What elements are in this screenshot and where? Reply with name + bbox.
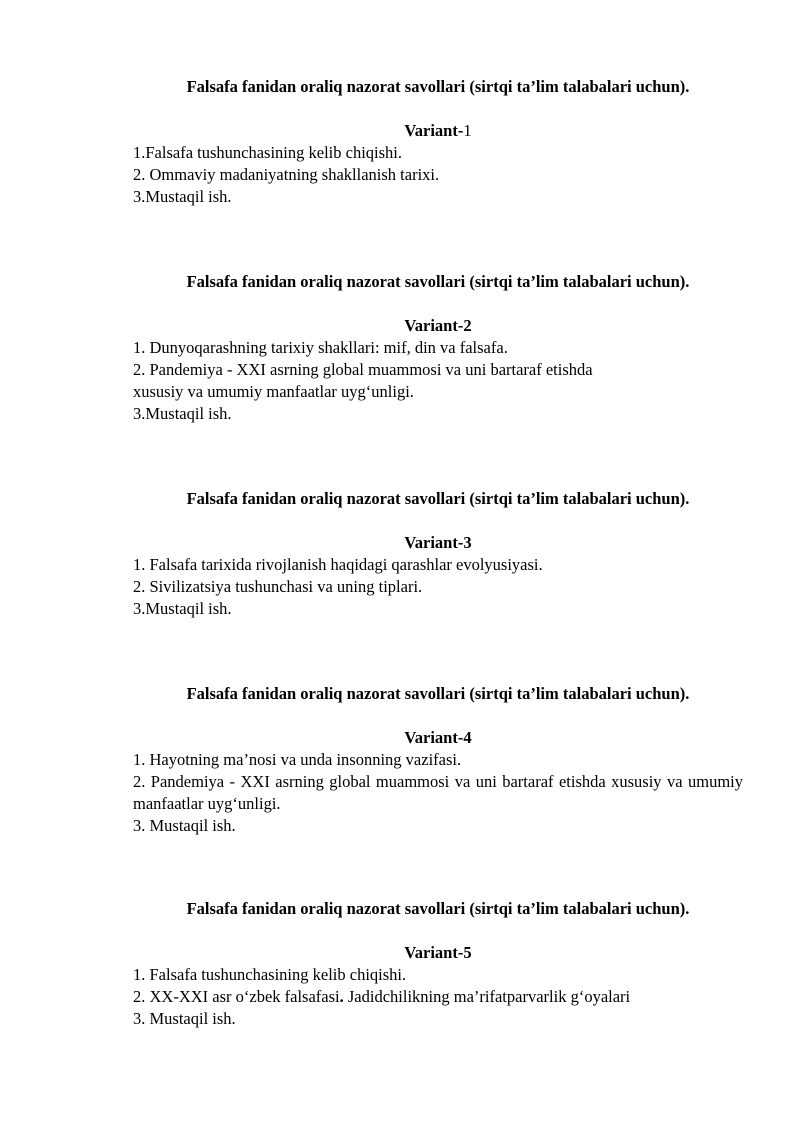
list-item: 2. Ommaviy madaniyatning shakllanish tarixi. <box>133 165 440 184</box>
section-heading: Falsafa fanidan oraliq nazorat savollari (sirtqi ta’lim talabalari uchun). <box>186 77 690 96</box>
list-item: 2. Pandemiya - XXI asrning global muammosi va uni bartaraf etishda xususiy va umumiy manfaatlar uyg‘unligi. <box>133 772 743 813</box>
question-list <box>133 554 743 620</box>
list-item-text-tail: Jadidchilikning ma’rifatparvarlik g‘oyalari <box>343 987 631 1006</box>
variant-title <box>133 120 743 142</box>
section-variant-2 <box>133 272 743 423</box>
variant-label: Variant- <box>404 728 464 747</box>
list-item: 1.Falsafa tushunchasining kelib chiqishi. <box>133 143 403 162</box>
question-list <box>133 749 743 837</box>
list-item: 3.Mustaqil ish. <box>133 187 232 206</box>
section-heading: Falsafa fanidan oraliq nazorat savollari (sirtqi ta’lim talabalari uchun). <box>186 899 690 918</box>
variant-label: Variant- <box>404 533 464 552</box>
section-heading: Falsafa fanidan oraliq nazorat savollari (sirtqi ta’lim talabalari uchun). <box>186 489 690 508</box>
list-item <box>133 986 743 1008</box>
variant-title <box>133 727 743 749</box>
list-item: 1. Dunyoqarashning tarixiy shakllari: mif, din va falsafa. <box>133 338 508 357</box>
variant-title <box>133 315 743 337</box>
variant-label: Variant- <box>404 943 464 962</box>
list-item: 3. Mustaqil ish. <box>133 816 236 835</box>
question-list <box>133 337 743 425</box>
variant-number: 4 <box>463 728 472 747</box>
variant-label: Variant- <box>404 121 464 140</box>
variant-label: Variant- <box>404 316 464 335</box>
list-item-text: 2. XX-XXI asr o‘zbek falsafasi <box>133 987 340 1006</box>
list-item: xususiy va umumiy manfaatlar uyg‘unligi. <box>133 382 414 401</box>
section-heading: Falsafa fanidan oraliq nazorat savollari (sirtqi ta’lim talabalari uchun). <box>186 684 690 703</box>
list-item: 1. Hayotning ma’nosi va unda insonning vazifasi. <box>133 750 462 769</box>
list-item: 2. Pandemiya - XXI asrning global muammosi va uni bartaraf etishda <box>133 360 593 379</box>
list-item: 2. Sivilizatsiya tushunchasi va uning tiplari. <box>133 577 423 596</box>
variant-number: 2 <box>463 316 472 335</box>
section-variant-1 <box>133 77 743 206</box>
list-item: 1. Falsafa tarixida rivojlanish haqidagi qarashlar evolyusiyasi. <box>133 555 543 574</box>
list-item: 3.Mustaqil ish. <box>133 404 232 423</box>
section-variant-3 <box>133 489 743 618</box>
variant-number: 3 <box>463 533 472 552</box>
section-heading: Falsafa fanidan oraliq nazorat savollari (sirtqi ta’lim talabalari uchun). <box>186 272 690 291</box>
list-item: 3. Mustaqil ish. <box>133 1009 236 1028</box>
variant-title <box>133 942 743 964</box>
list-item: 3.Mustaqil ish. <box>133 599 232 618</box>
variant-number: 1 <box>463 121 472 140</box>
list-item: 1. Falsafa tushunchasining kelib chiqishi. <box>133 965 407 984</box>
question-list <box>133 964 743 1030</box>
section-variant-5 <box>133 899 743 1028</box>
list-item-bold-dot: . <box>339 987 344 1006</box>
variant-number: 5 <box>463 943 472 962</box>
question-list <box>133 142 743 208</box>
variant-title <box>133 532 743 554</box>
section-variant-4 <box>133 684 743 835</box>
